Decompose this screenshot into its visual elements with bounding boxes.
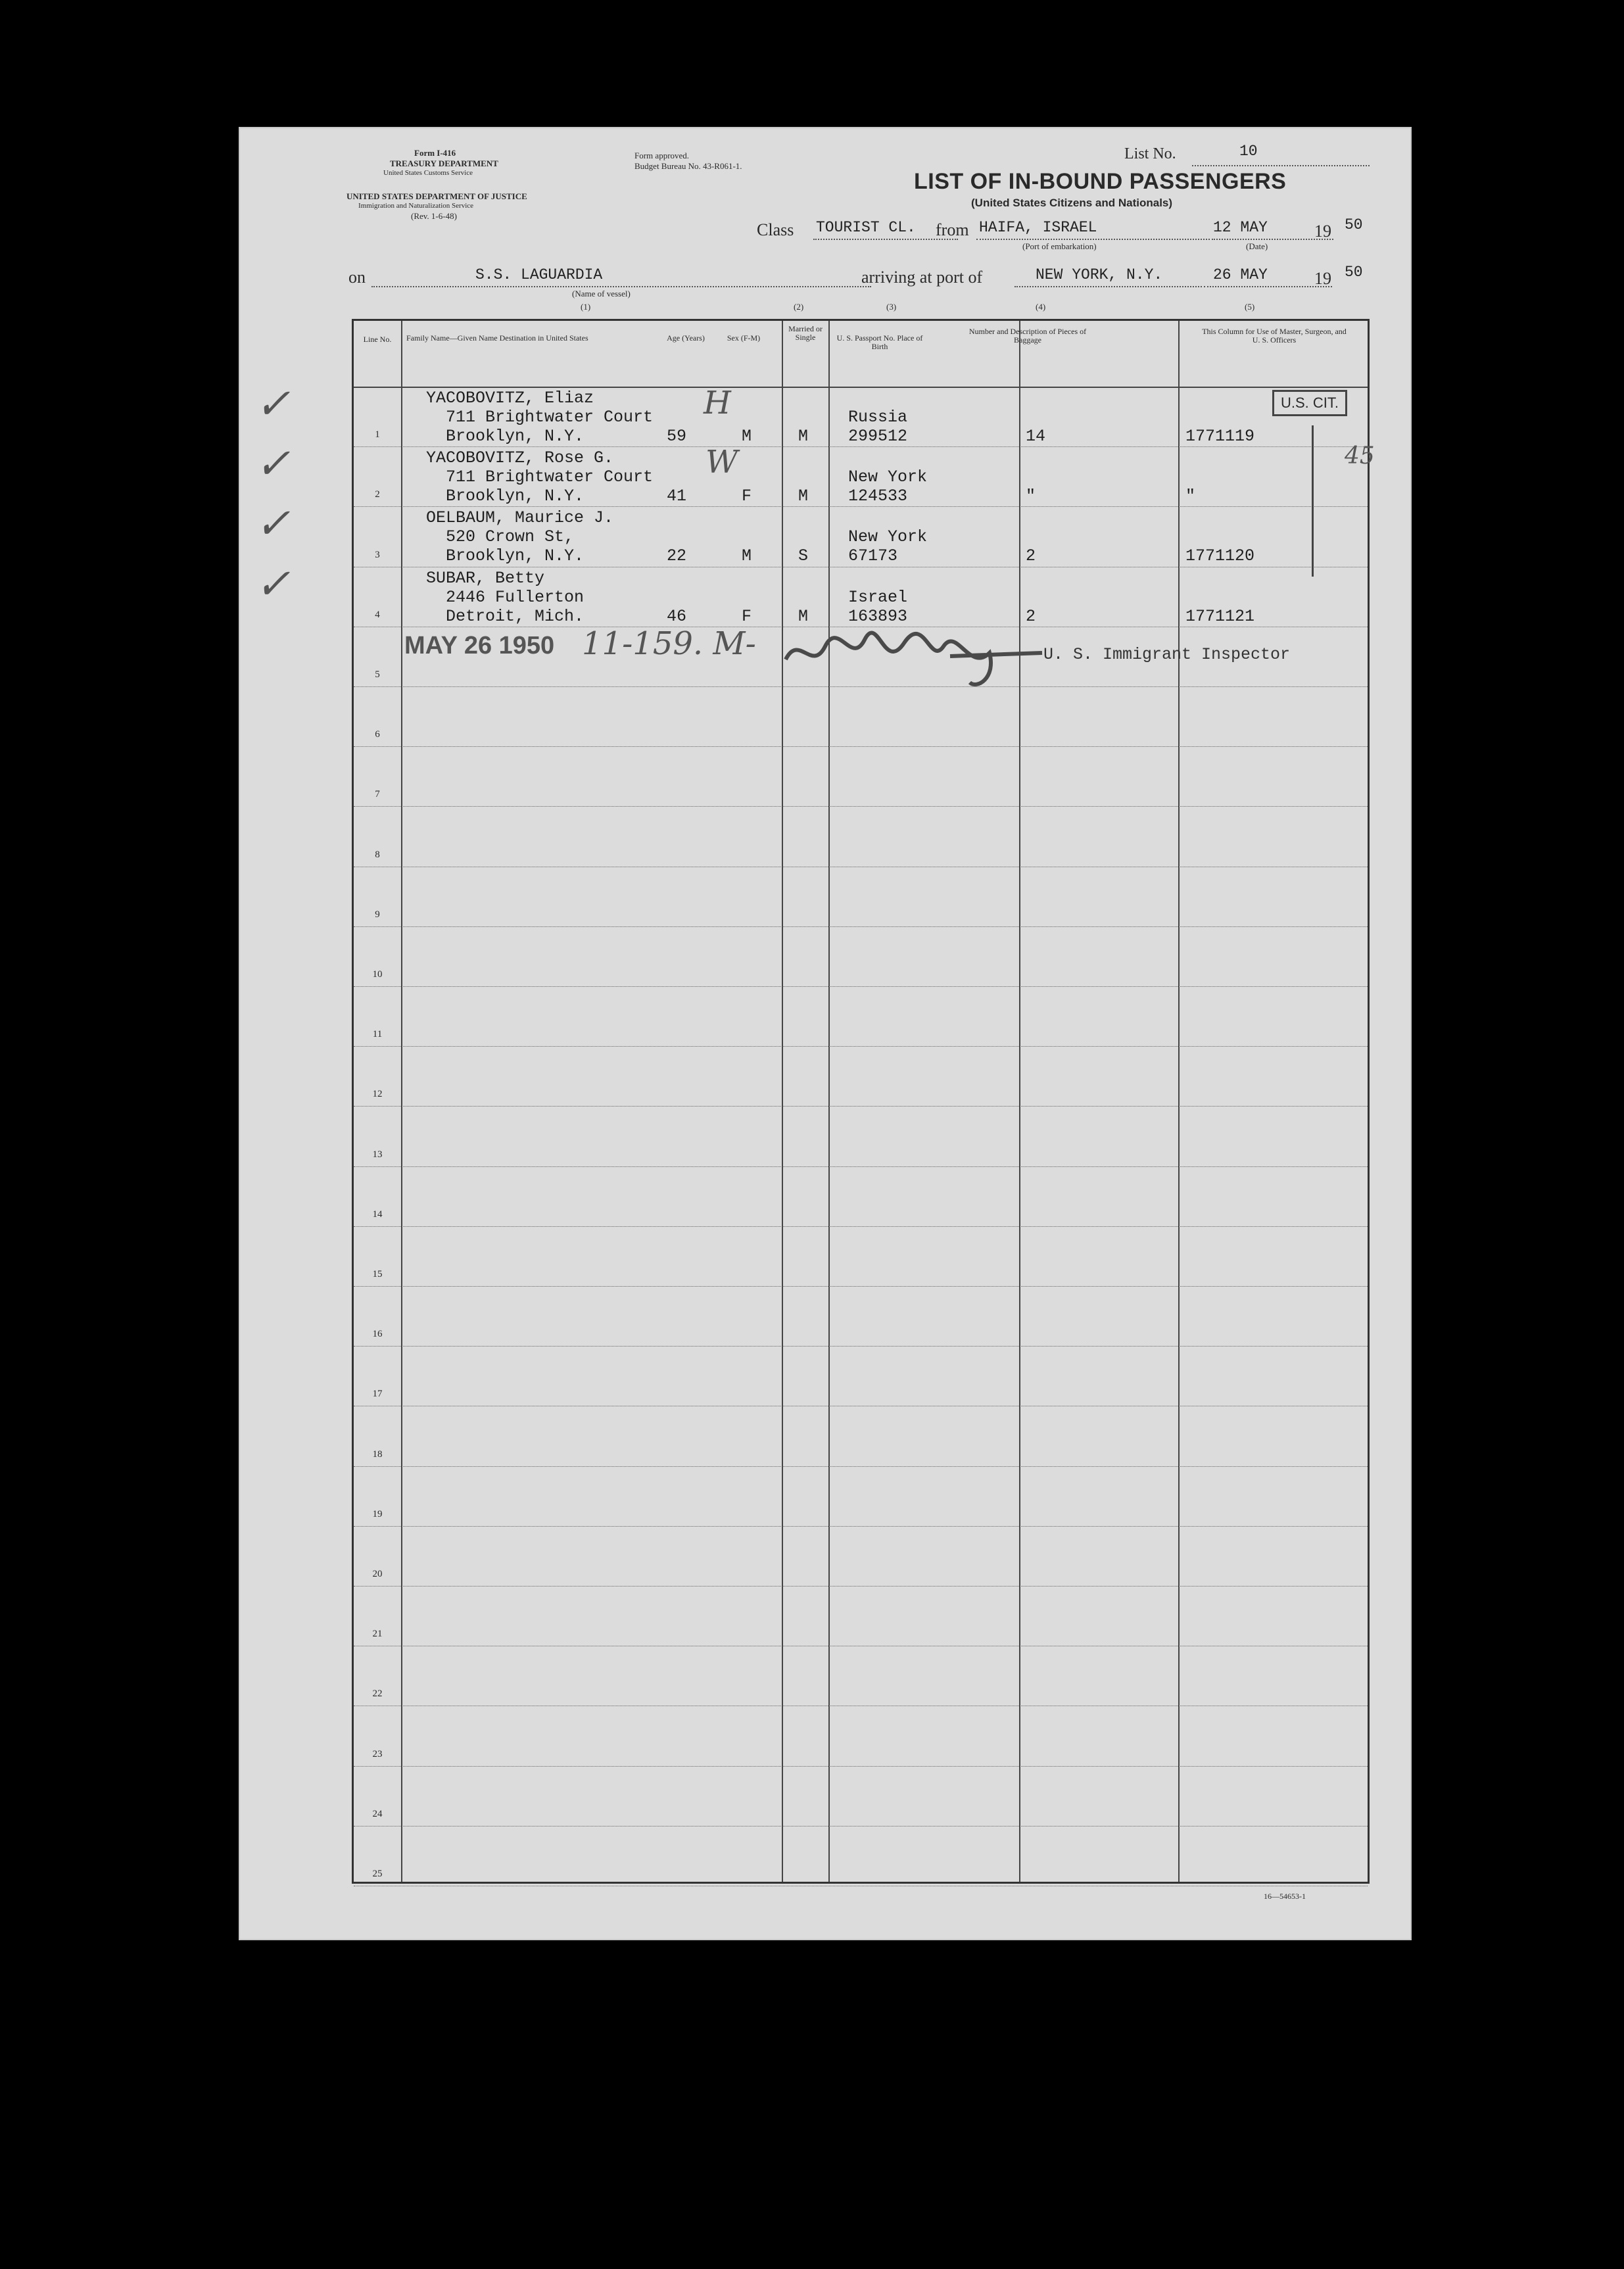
passenger-birthplace: New York [848,467,928,487]
line-number: 18 [372,1448,383,1460]
officer-number: " [1185,487,1196,506]
line-number: 23 [372,1748,383,1759]
row-divider [354,1346,1368,1347]
from-port-value: HAIFA, ISRAEL [979,219,1097,236]
line-number: 8 [375,849,380,860]
line-number: 9 [375,909,380,920]
passenger-marital-status: M [798,487,809,506]
officer-number: 1771120 [1185,546,1255,566]
year-value-2: 50 [1345,264,1363,281]
column-header-passport: U. S. Passport No. Place of Birth [836,333,923,351]
passenger-address: 520 Crown St, [446,527,575,547]
line-number: 14 [372,1208,383,1220]
column-header-age: Age (Years) [667,333,705,343]
passenger-city: Brooklyn, N.Y. [446,487,585,506]
husband-mark: H [704,385,731,421]
passenger-address: 2446 Fullerton [446,587,585,607]
wife-mark: W [705,444,738,481]
column-header-baggage: Number and Description of Pieces of Baggage [968,327,1087,345]
row-divider [354,446,1368,447]
vessel-caption: (Name of vessel) [572,289,631,299]
passenger-name: SUBAR, Betty [426,568,545,588]
line-number: 12 [372,1089,383,1100]
line-number: 25 [372,1869,383,1879]
checkmark-icon: ✓ [255,380,291,429]
column-header-name: Family Name—Given Name Destination in United States [406,333,588,343]
passenger-table [255,319,1370,1884]
line-number: 16 [372,1329,383,1340]
row-divider [354,1466,1368,1467]
passenger-age: 46 [667,606,687,626]
line-number: 7 [375,789,380,800]
list-no-label: List No. [1124,145,1176,162]
passenger-marital-status: M [798,606,809,626]
line-number: 10 [372,969,383,980]
line-number: 22 [372,1688,383,1700]
line-number: 6 [375,729,380,740]
budget-bureau: Budget Bureau No. 43-R061-1. [634,161,742,171]
form-subtitle: (United States Citizens and Nationals) [971,197,1173,209]
customs-label: United States Customs Service [383,169,473,177]
line-number: 2 [375,489,380,500]
line-number: 1 [375,429,380,441]
column-header-married: Married or Single [788,324,823,342]
checkmark-icon: ✓ [255,440,291,489]
passenger-baggage: 2 [1026,606,1036,626]
from-rule [976,239,1210,240]
arriving-label: arriving at port of [861,268,983,287]
passenger-age: 22 [667,546,687,566]
line-number: 13 [372,1149,383,1160]
row-divider [354,1526,1368,1527]
column-number-3: (3) [886,302,897,312]
passenger-baggage: " [1026,487,1036,506]
from-label: from [936,220,969,239]
on-label: on [348,268,366,287]
passenger-baggage: 14 [1026,427,1046,446]
row-divider [354,1826,1368,1827]
passenger-address: 711 Brightwater Court [446,467,654,487]
row-divider [354,1106,1368,1107]
treasury-label: TREASURY DEPARTMENT [390,158,498,168]
checkmark-icon: ✓ [255,560,291,609]
passenger-marital-status: S [798,546,809,566]
list-no-value: 10 [1239,143,1258,160]
row-divider [354,1766,1368,1767]
from-date-value: 12 MAY [1213,219,1268,236]
stamp-bracket [1312,425,1314,577]
passenger-baggage: 2 [1026,546,1036,566]
column-divider [828,321,830,1882]
column-number-2: (2) [794,302,804,312]
row-divider [354,506,1368,507]
row-divider [354,1166,1368,1167]
us-citizen-stamp: U.S. CIT. [1272,390,1347,416]
line-number: 3 [375,549,380,560]
passenger-sex: M [742,546,752,566]
passenger-passport: 67173 [848,546,898,566]
line-number: 24 [372,1808,383,1819]
arrival-date-stamp: MAY 26 1950 [404,632,555,659]
form-approved: Form approved. [634,151,690,160]
row-divider [354,1286,1368,1287]
justice-label: UNITED STATES DEPARTMENT OF JUSTICE [346,191,527,201]
revision-label: (Rev. 1-6-48) [411,211,457,221]
passenger-passport: 124533 [848,487,908,506]
passenger-passport: 163893 [848,606,908,626]
column-divider [1019,321,1020,1882]
row-divider [354,1226,1368,1227]
port-caption: (Port of embarkation) [1022,241,1097,251]
row-divider [354,1046,1368,1047]
checkmark-icon: ✓ [255,500,291,549]
class-label: Class [757,220,794,239]
column-header-officers: This Column for Use of Master, Surgeon, and U. S. Officers [1202,327,1347,345]
year-prefix-2: 19 [1314,269,1331,288]
column-divider [401,321,402,1882]
passenger-age: 59 [667,427,687,446]
line-number: 17 [372,1389,383,1400]
column-number-1: (1) [581,302,591,312]
inspector-signature [779,620,1055,692]
passenger-city: Brooklyn, N.Y. [446,546,585,566]
ins-label: Immigration and Naturalization Service [358,202,474,210]
arrival-port-value: NEW YORK, N.Y. [1036,266,1163,283]
inspector-label: U. S. Immigrant Inspector [1043,645,1291,664]
officer-number: 1771119 [1185,427,1255,446]
column-number-5: (5) [1245,302,1255,312]
row-divider [354,986,1368,987]
arrival-date-value: 26 MAY [1213,266,1268,283]
line-number: 5 [375,669,380,680]
class-value: TOURIST CL. [816,219,916,236]
list-no-rule [1192,165,1370,166]
arrival-date-rule [1204,286,1332,287]
passenger-sex: F [742,606,752,626]
date-caption: (Date) [1246,241,1268,251]
year-value-1: 50 [1345,216,1363,233]
year-prefix-1: 19 [1314,222,1331,241]
passenger-birthplace: Israel [848,587,908,607]
column-number-4: (4) [1036,302,1046,312]
line-number: 20 [372,1569,383,1579]
passenger-birthplace: New York [848,527,928,547]
passenger-name: OELBAUM, Maurice J. [426,508,614,528]
footer-code: 16—54653-1 [1264,1892,1306,1901]
column-divider [1178,321,1180,1882]
citizen-count-handwritten: 45 [1345,442,1375,469]
manifest-page [239,127,1412,1940]
line-number: 4 [375,609,380,620]
form-title: LIST OF IN-BOUND PASSENGERS [914,169,1287,194]
passenger-birthplace: Russia [848,408,908,427]
column-header-sex: Sex (F-M) [727,333,761,343]
handwritten-reference: 11-159. M- [582,625,756,662]
column-divider [782,321,783,1882]
passenger-address: 711 Brightwater Court [446,408,654,427]
passenger-city: Detroit, Mich. [446,606,585,626]
line-number: 15 [372,1269,383,1279]
row-divider [354,926,1368,927]
vessel-name: S.S. LAGUARDIA [475,266,603,283]
line-number: 21 [372,1629,383,1640]
passenger-city: Brooklyn, N.Y. [446,427,585,446]
passenger-sex: M [742,427,752,446]
column-header-line: Line No. [363,335,392,344]
passenger-passport: 299512 [848,427,908,446]
vessel-rule [371,286,871,287]
passenger-name: YACOBOVITZ, Eliaz [426,389,594,408]
passenger-name: YACOBOVITZ, Rose G. [426,448,614,468]
arrival-rule [1015,286,1202,287]
form-number: Form I-416 [414,148,456,158]
row-divider [354,1586,1368,1587]
row-divider [354,746,1368,747]
passenger-age: 41 [667,487,687,506]
passenger-marital-status: M [798,427,809,446]
officer-number: 1771121 [1185,606,1255,626]
row-divider [354,806,1368,807]
line-number: 11 [372,1029,383,1040]
passenger-sex: F [742,487,752,506]
line-number: 19 [372,1508,383,1519]
